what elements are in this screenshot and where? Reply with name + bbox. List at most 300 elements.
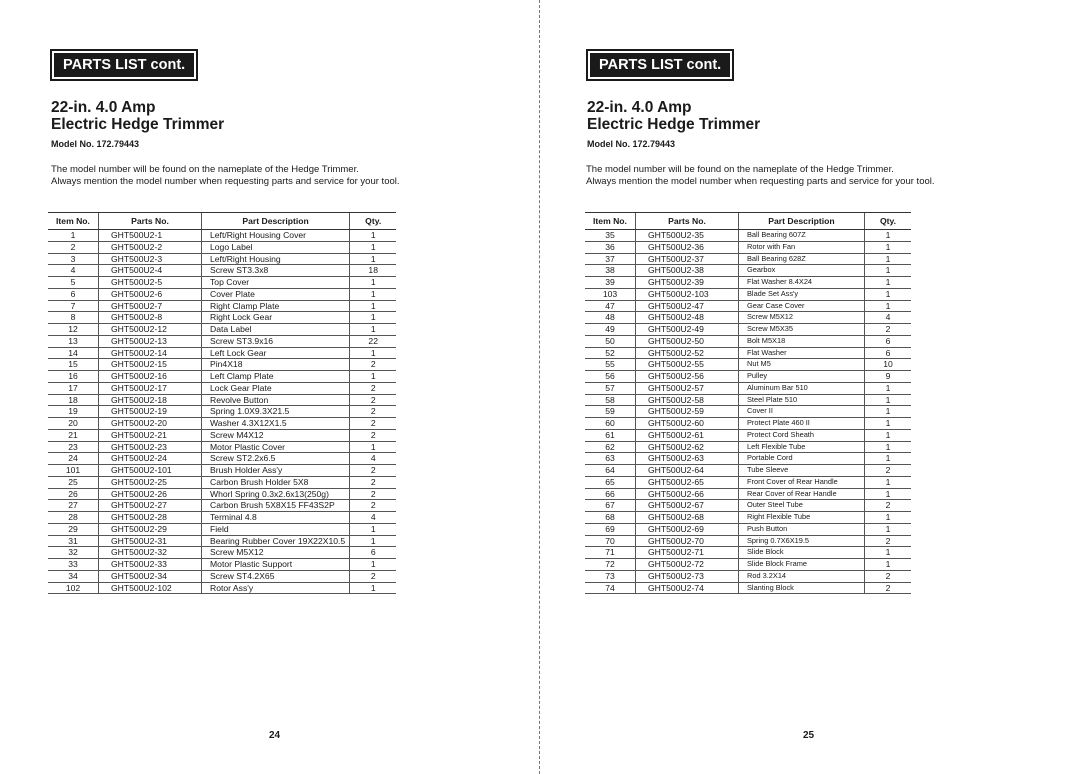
- header-parts-no: Parts No.: [99, 213, 202, 230]
- cell-qty: 1: [350, 559, 397, 571]
- cell-part-description: Nut M5: [739, 359, 865, 371]
- table-row: [585, 394, 911, 406]
- parts-table-header: [48, 213, 396, 230]
- cell-part-description: Screw M5X12: [739, 312, 865, 324]
- cell-part-description: Gearbox: [739, 265, 865, 277]
- parts-table: [585, 212, 911, 594]
- table-row: [585, 582, 911, 594]
- cell-part-description: Whorl Spring 0.3x2.6x13(250g): [202, 488, 350, 500]
- cell-qty: 1: [350, 241, 397, 253]
- cell-qty: 10: [865, 359, 912, 371]
- cell-item-no: 61: [585, 429, 636, 441]
- table-row: [585, 570, 911, 582]
- cell-part-description: Cover Plate: [202, 288, 350, 300]
- table-row: [48, 335, 396, 347]
- cell-item-no: 21: [48, 429, 99, 441]
- cell-parts-no: GHT500U2-2: [99, 241, 202, 253]
- table-row: [48, 535, 396, 547]
- table-row: [585, 230, 911, 242]
- table-row: [48, 359, 396, 371]
- table-row: [48, 300, 396, 312]
- cell-qty: 1: [865, 406, 912, 418]
- cell-parts-no: GHT500U2-62: [636, 441, 739, 453]
- cell-item-no: 7: [48, 300, 99, 312]
- cell-parts-no: GHT500U2-29: [99, 523, 202, 535]
- cell-item-no: 8: [48, 312, 99, 324]
- cell-qty: 1: [865, 394, 912, 406]
- cell-item-no: 32: [48, 547, 99, 559]
- cell-qty: 1: [865, 253, 912, 265]
- cell-qty: 1: [865, 488, 912, 500]
- table-row: [585, 453, 911, 465]
- cell-item-no: 6: [48, 288, 99, 300]
- cell-part-description: Spring 1.0X9.3X21.5: [202, 406, 350, 418]
- table-row: [585, 265, 911, 277]
- cell-qty: 2: [350, 429, 397, 441]
- cell-qty: 18: [350, 265, 397, 277]
- cell-qty: 2: [865, 324, 912, 336]
- table-row: [585, 359, 911, 371]
- cell-item-no: 13: [48, 335, 99, 347]
- cell-part-description: Protect Plate 460 II: [739, 418, 865, 430]
- cell-parts-no: GHT500U2-39: [636, 277, 739, 289]
- cell-item-no: 5: [48, 277, 99, 289]
- cell-item-no: 69: [585, 523, 636, 535]
- table-row: [585, 371, 911, 383]
- product-title: [587, 99, 760, 133]
- table-row: [48, 324, 396, 336]
- cell-qty: 1: [865, 559, 912, 571]
- cell-part-description: Ball Bearing 607Z: [739, 230, 865, 242]
- cell-parts-no: GHT500U2-74: [636, 582, 739, 594]
- cell-part-description: Flat Washer: [739, 347, 865, 359]
- table-row: [585, 535, 911, 547]
- cell-parts-no: GHT500U2-26: [99, 488, 202, 500]
- cell-qty: 4: [865, 312, 912, 324]
- cell-item-no: 14: [48, 347, 99, 359]
- table-row: [585, 253, 911, 265]
- cell-parts-no: GHT500U2-35: [636, 230, 739, 242]
- page-number: 25: [803, 730, 815, 741]
- cell-parts-no: GHT500U2-21: [99, 429, 202, 441]
- table-row: [48, 277, 396, 289]
- cell-parts-no: GHT500U2-32: [99, 547, 202, 559]
- product-title: [51, 99, 224, 133]
- header-item-no: Item No.: [585, 213, 636, 230]
- cell-qty: 1: [350, 253, 397, 265]
- cell-parts-no: GHT500U2-70: [636, 535, 739, 547]
- cell-qty: 1: [865, 547, 912, 559]
- table-row: [48, 488, 396, 500]
- cell-parts-no: GHT500U2-68: [636, 512, 739, 524]
- model-number: Model No. 172.79443: [51, 139, 140, 149]
- cell-item-no: 20: [48, 418, 99, 430]
- cell-item-no: 50: [585, 335, 636, 347]
- cell-item-no: 36: [585, 241, 636, 253]
- table-row: [48, 371, 396, 383]
- intro-line1: The model number will be found on the nameplate of the Hedge Trimmer.: [586, 164, 894, 175]
- header-part-description: Part Description: [202, 213, 350, 230]
- cell-parts-no: GHT500U2-20: [99, 418, 202, 430]
- cell-parts-no: GHT500U2-19: [99, 406, 202, 418]
- cell-part-description: Rear Cover of Rear Handle: [739, 488, 865, 500]
- cell-parts-no: GHT500U2-37: [636, 253, 739, 265]
- table-row: [585, 241, 911, 253]
- cell-item-no: 35: [585, 230, 636, 242]
- table-row: [48, 406, 396, 418]
- table-row: [585, 347, 911, 359]
- cell-parts-no: GHT500U2-28: [99, 512, 202, 524]
- cell-part-description: Right Lock Gear: [202, 312, 350, 324]
- cell-qty: 2: [350, 382, 397, 394]
- cell-item-no: 29: [48, 523, 99, 535]
- product-title-line2: Electric Hedge Trimmer: [51, 116, 225, 133]
- cell-item-no: 1: [48, 230, 99, 242]
- cell-item-no: 64: [585, 465, 636, 477]
- page-number: 24: [269, 730, 281, 741]
- cell-qty: 1: [350, 324, 397, 336]
- cell-part-description: Rod 3.2X14: [739, 570, 865, 582]
- cell-item-no: 74: [585, 582, 636, 594]
- table-row: [48, 476, 396, 488]
- cell-item-no: 63: [585, 453, 636, 465]
- cell-part-description: Bearing Rubber Cover 19X22X10.5: [202, 535, 350, 547]
- cell-item-no: 70: [585, 535, 636, 547]
- cell-part-description: Bolt M5X18: [739, 335, 865, 347]
- cell-item-no: 72: [585, 559, 636, 571]
- cell-item-no: 33: [48, 559, 99, 571]
- cell-qty: 2: [350, 476, 397, 488]
- table-row: [48, 265, 396, 277]
- cell-parts-no: GHT500U2-1: [99, 230, 202, 242]
- cell-part-description: Screw M5X35: [739, 324, 865, 336]
- cell-qty: 2: [865, 500, 912, 512]
- table-row: [585, 465, 911, 477]
- cell-item-no: 56: [585, 371, 636, 383]
- cell-part-description: Motor Plastic Support: [202, 559, 350, 571]
- cell-part-description: Slanting Block: [739, 582, 865, 594]
- cell-parts-no: GHT500U2-63: [636, 453, 739, 465]
- cell-qty: 1: [350, 535, 397, 547]
- cell-qty: 2: [350, 465, 397, 477]
- cell-parts-no: GHT500U2-52: [636, 347, 739, 359]
- product-title-line1: 22-in. 4.0 Amp: [587, 99, 692, 116]
- cell-item-no: 39: [585, 277, 636, 289]
- cell-qty: 22: [350, 335, 397, 347]
- intro-text: [586, 164, 935, 188]
- cell-part-description: Left/Right Housing: [202, 253, 350, 265]
- cell-item-no: 3: [48, 253, 99, 265]
- cell-qty: 1: [865, 512, 912, 524]
- section-banner: PARTS LIST cont.: [589, 52, 731, 78]
- cell-item-no: 68: [585, 512, 636, 524]
- header-qty: Qty.: [865, 213, 912, 230]
- cell-parts-no: GHT500U2-25: [99, 476, 202, 488]
- header-part-description: Part Description: [739, 213, 865, 230]
- cell-part-description: Left Flexible Tube: [739, 441, 865, 453]
- table-row: [48, 512, 396, 524]
- cell-parts-no: GHT500U2-4: [99, 265, 202, 277]
- cell-part-description: Rotor with Fan: [739, 241, 865, 253]
- cell-parts-no: GHT500U2-3: [99, 253, 202, 265]
- table-row: [585, 500, 911, 512]
- table-row: [585, 523, 911, 535]
- cell-qty: 1: [865, 418, 912, 430]
- cell-qty: 1: [865, 429, 912, 441]
- cell-part-description: Tube Sleeve: [739, 465, 865, 477]
- cell-part-description: Screw ST3.3x8: [202, 265, 350, 277]
- table-row: [48, 570, 396, 582]
- cell-qty: 4: [350, 512, 397, 524]
- cell-item-no: 57: [585, 382, 636, 394]
- cell-part-description: Outer Steel Tube: [739, 500, 865, 512]
- cell-item-no: 23: [48, 441, 99, 453]
- cell-item-no: 67: [585, 500, 636, 512]
- cell-qty: 1: [350, 582, 397, 594]
- cell-qty: 2: [350, 359, 397, 371]
- cell-qty: 1: [865, 382, 912, 394]
- cell-parts-no: GHT500U2-58: [636, 394, 739, 406]
- cell-qty: 2: [350, 488, 397, 500]
- cell-parts-no: GHT500U2-12: [99, 324, 202, 336]
- cell-item-no: 12: [48, 324, 99, 336]
- cell-item-no: 19: [48, 406, 99, 418]
- table-row: [48, 500, 396, 512]
- table-row: [585, 277, 911, 289]
- cell-item-no: 103: [585, 288, 636, 300]
- cell-parts-no: GHT500U2-33: [99, 559, 202, 571]
- table-row: [585, 406, 911, 418]
- cell-qty: 2: [350, 406, 397, 418]
- cell-parts-no: GHT500U2-27: [99, 500, 202, 512]
- cell-parts-no: GHT500U2-14: [99, 347, 202, 359]
- table-row: [48, 288, 396, 300]
- cell-part-description: Left Clamp Plate: [202, 371, 350, 383]
- table-row: [585, 324, 911, 336]
- cell-part-description: Gear Case Cover: [739, 300, 865, 312]
- cell-qty: 1: [865, 288, 912, 300]
- cell-qty: 1: [865, 230, 912, 242]
- cell-item-no: 66: [585, 488, 636, 500]
- header-parts-no: Parts No.: [636, 213, 739, 230]
- cell-item-no: 102: [48, 582, 99, 594]
- cell-qty: 1: [865, 453, 912, 465]
- cell-parts-no: GHT500U2-48: [636, 312, 739, 324]
- cell-parts-no: GHT500U2-101: [99, 465, 202, 477]
- cell-part-description: Logo Label: [202, 241, 350, 253]
- cell-part-description: Left/Right Housing Cover: [202, 230, 350, 242]
- table-row: [585, 312, 911, 324]
- section-banner: PARTS LIST cont.: [53, 52, 195, 78]
- cell-item-no: 73: [585, 570, 636, 582]
- cell-parts-no: GHT500U2-38: [636, 265, 739, 277]
- table-row: [585, 335, 911, 347]
- cell-qty: 2: [865, 570, 912, 582]
- table-row: [585, 441, 911, 453]
- cell-parts-no: GHT500U2-47: [636, 300, 739, 312]
- cell-parts-no: GHT500U2-57: [636, 382, 739, 394]
- cell-qty: 1: [865, 241, 912, 253]
- page-right: [540, 0, 1080, 774]
- table-row: [48, 582, 396, 594]
- table-row: [48, 230, 396, 242]
- cell-part-description: Cover II: [739, 406, 865, 418]
- cell-part-description: Pulley: [739, 371, 865, 383]
- cell-parts-no: GHT500U2-56: [636, 371, 739, 383]
- cell-parts-no: GHT500U2-13: [99, 335, 202, 347]
- cell-qty: 1: [350, 300, 397, 312]
- cell-parts-no: GHT500U2-73: [636, 570, 739, 582]
- cell-item-no: 2: [48, 241, 99, 253]
- cell-part-description: Right Flexible Tube: [739, 512, 865, 524]
- cell-part-description: Carbon Brush 5X8X15 FF43S2P: [202, 500, 350, 512]
- table-row: [585, 547, 911, 559]
- table-row: [585, 300, 911, 312]
- cell-item-no: 27: [48, 500, 99, 512]
- cell-qty: 1: [350, 371, 397, 383]
- cell-qty: 2: [350, 418, 397, 430]
- cell-item-no: 58: [585, 394, 636, 406]
- cell-parts-no: GHT500U2-36: [636, 241, 739, 253]
- cell-part-description: Aluminum Bar 510: [739, 382, 865, 394]
- cell-qty: 2: [350, 500, 397, 512]
- cell-parts-no: GHT500U2-65: [636, 476, 739, 488]
- cell-part-description: Screw ST2.2x6.5: [202, 453, 350, 465]
- cell-item-no: 28: [48, 512, 99, 524]
- cell-part-description: Right Clamp Plate: [202, 300, 350, 312]
- cell-part-description: Front Cover of Rear Handle: [739, 476, 865, 488]
- table-row: [585, 382, 911, 394]
- cell-parts-no: GHT500U2-5: [99, 277, 202, 289]
- intro-line1: The model number will be found on the nameplate of the Hedge Trimmer.: [51, 164, 359, 175]
- header-item-no: Item No.: [48, 213, 99, 230]
- cell-part-description: Terminal 4.8: [202, 512, 350, 524]
- cell-qty: 1: [350, 312, 397, 324]
- table-row: [48, 547, 396, 559]
- cell-parts-no: GHT500U2-59: [636, 406, 739, 418]
- cell-item-no: 49: [585, 324, 636, 336]
- cell-item-no: 48: [585, 312, 636, 324]
- cell-part-description: Revolve Button: [202, 394, 350, 406]
- cell-parts-no: GHT500U2-102: [99, 582, 202, 594]
- cell-qty: 1: [350, 230, 397, 242]
- cell-parts-no: GHT500U2-24: [99, 453, 202, 465]
- cell-part-description: Screw M5X12: [202, 547, 350, 559]
- table-row: [48, 429, 396, 441]
- cell-item-no: 65: [585, 476, 636, 488]
- cell-item-no: 4: [48, 265, 99, 277]
- cell-qty: 6: [350, 547, 397, 559]
- cell-item-no: 17: [48, 382, 99, 394]
- cell-item-no: 31: [48, 535, 99, 547]
- cell-item-no: 59: [585, 406, 636, 418]
- cell-part-description: Left Lock Gear: [202, 347, 350, 359]
- cell-parts-no: GHT500U2-69: [636, 523, 739, 535]
- cell-part-description: Slide Block: [739, 547, 865, 559]
- cell-part-description: Blade Set Ass'y: [739, 288, 865, 300]
- cell-part-description: Field: [202, 523, 350, 535]
- cell-qty: 1: [865, 476, 912, 488]
- table-row: [48, 253, 396, 265]
- cell-parts-no: GHT500U2-17: [99, 382, 202, 394]
- cell-item-no: 24: [48, 453, 99, 465]
- cell-part-description: Screw ST4.2X65: [202, 570, 350, 582]
- table-row: [48, 394, 396, 406]
- cell-qty: 1: [865, 300, 912, 312]
- cell-part-description: Steel Plate 510: [739, 394, 865, 406]
- cell-parts-no: GHT500U2-71: [636, 547, 739, 559]
- table-row: [48, 453, 396, 465]
- cell-parts-no: GHT500U2-103: [636, 288, 739, 300]
- cell-part-description: Pin4X18: [202, 359, 350, 371]
- cell-item-no: 25: [48, 476, 99, 488]
- cell-part-description: Ball Bearing 628Z: [739, 253, 865, 265]
- cell-item-no: 16: [48, 371, 99, 383]
- cell-item-no: 52: [585, 347, 636, 359]
- cell-qty: 1: [865, 265, 912, 277]
- cell-item-no: 26: [48, 488, 99, 500]
- model-number: Model No. 172.79443: [587, 139, 676, 149]
- table-row: [585, 429, 911, 441]
- cell-qty: 6: [865, 335, 912, 347]
- cell-qty: 2: [865, 582, 912, 594]
- product-title-line2: Electric Hedge Trimmer: [587, 116, 761, 133]
- cell-part-description: Screw M4X12: [202, 429, 350, 441]
- cell-qty: 2: [865, 465, 912, 477]
- cell-qty: 1: [350, 277, 397, 289]
- cell-part-description: Push Button: [739, 523, 865, 535]
- table-row: [585, 512, 911, 524]
- cell-parts-no: GHT500U2-7: [99, 300, 202, 312]
- table-row: [48, 241, 396, 253]
- intro-text: [51, 164, 400, 188]
- cell-item-no: 62: [585, 441, 636, 453]
- table-row: [585, 488, 911, 500]
- cell-parts-no: GHT500U2-6: [99, 288, 202, 300]
- cell-qty: 4: [350, 453, 397, 465]
- cell-item-no: 34: [48, 570, 99, 582]
- cell-qty: 1: [350, 347, 397, 359]
- cell-qty: 2: [350, 570, 397, 582]
- table-row: [48, 523, 396, 535]
- cell-item-no: 15: [48, 359, 99, 371]
- cell-parts-no: GHT500U2-8: [99, 312, 202, 324]
- table-row: [48, 441, 396, 453]
- table-row: [585, 476, 911, 488]
- cell-part-description: Motor Plastic Cover: [202, 441, 350, 453]
- cell-qty: 1: [865, 277, 912, 289]
- table-row: [48, 559, 396, 571]
- cell-item-no: 37: [585, 253, 636, 265]
- table-row: [48, 312, 396, 324]
- cell-part-description: Data Label: [202, 324, 350, 336]
- cell-part-description: Brush Holder Ass'y: [202, 465, 350, 477]
- table-row: [585, 288, 911, 300]
- cell-part-description: Slide Block Frame: [739, 559, 865, 571]
- cell-parts-no: GHT500U2-49: [636, 324, 739, 336]
- cell-parts-no: GHT500U2-61: [636, 429, 739, 441]
- cell-part-description: Washer 4.3X12X1.5: [202, 418, 350, 430]
- cell-part-description: Lock Gear Plate: [202, 382, 350, 394]
- cell-parts-no: GHT500U2-31: [99, 535, 202, 547]
- cell-part-description: Spring 0.7X6X19.5: [739, 535, 865, 547]
- cell-parts-no: GHT500U2-18: [99, 394, 202, 406]
- cell-part-description: Top Cover: [202, 277, 350, 289]
- cell-parts-no: GHT500U2-34: [99, 570, 202, 582]
- cell-parts-no: GHT500U2-66: [636, 488, 739, 500]
- cell-parts-no: GHT500U2-23: [99, 441, 202, 453]
- parts-table-header: [585, 213, 911, 230]
